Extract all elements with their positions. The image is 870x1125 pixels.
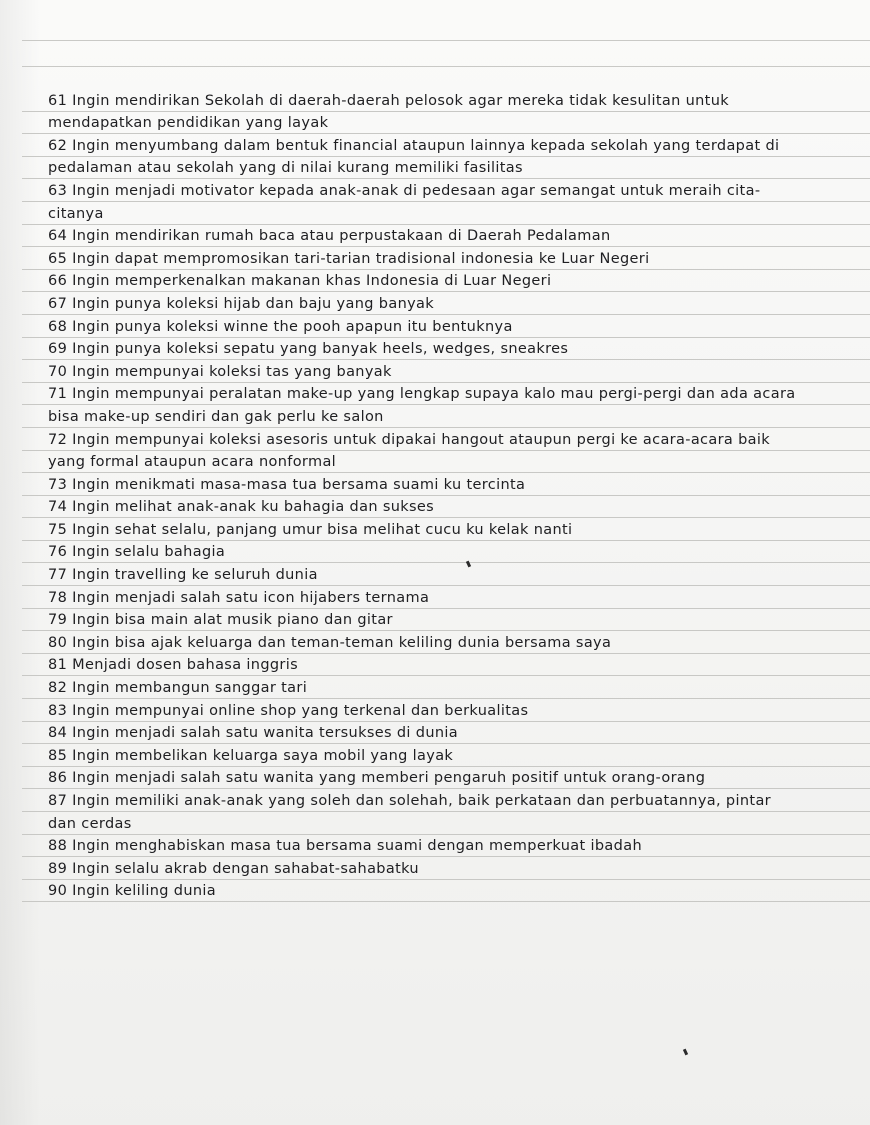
list-line bbox=[22, 383, 870, 406]
list-line bbox=[22, 767, 870, 790]
list-line-text: 73 Ingin menikmati masa-masa tua bersama suami ku tercinta bbox=[48, 476, 526, 493]
list-line bbox=[22, 473, 870, 496]
list-line-text: 69 Ingin punya koleksi sepatu yang banyak heels, wedges, sneakres bbox=[48, 341, 569, 358]
list-line bbox=[22, 112, 870, 135]
list-line bbox=[22, 654, 870, 677]
list-line-text: pedalaman atau sekolah yang di nilai kurang memiliki fasilitas bbox=[48, 160, 523, 177]
list-line-text: mendapatkan pendidikan yang layak bbox=[48, 115, 329, 132]
list-line bbox=[22, 315, 870, 338]
list-line bbox=[22, 179, 870, 202]
list-line-text: 63 Ingin menjadi motivator kepada anak-anak di pedesaan agar semangat untuk meraih cita- bbox=[48, 182, 761, 199]
list-line bbox=[22, 405, 870, 428]
list-line bbox=[22, 270, 870, 293]
list-line-text: dan cerdas bbox=[48, 815, 132, 832]
pen-stray-mark bbox=[683, 1049, 688, 1056]
list-line bbox=[22, 676, 870, 699]
list-line bbox=[22, 518, 870, 541]
list-line-text: 62 Ingin menyumbang dalam bentuk financial ataupun lainnya kepada sekolah yang terdapat di bbox=[48, 137, 780, 154]
list-line-text: 65 Ingin dapat mempromosikan tari-tarian tradisional indonesia ke Luar Negeri bbox=[48, 250, 650, 267]
list-line-text: 76 Ingin selalu bahagia bbox=[48, 544, 226, 561]
list-line bbox=[22, 202, 870, 225]
list-line-text: 87 Ingin memiliki anak-anak yang soleh dan solehah, baik perkataan dan perbuatannya, pintar bbox=[48, 793, 771, 809]
list-line-text: 90 Ingin keliling dunia bbox=[48, 883, 217, 900]
list-line-text: 61 Ingin mendirikan Sekolah di daerah-daerah pelosok agar mereka tidak kesulitan untuk bbox=[48, 92, 729, 109]
list-line bbox=[22, 541, 870, 564]
list-line-text: 72 Ingin mempunyai koleksi asesoris untuk dipakai hangout ataupun pergi ke acara-acara baik bbox=[48, 431, 771, 448]
list-line-text: 75 Ingin sehat selalu, panjang umur bisa melihat cucu ku kelak nanti bbox=[48, 521, 573, 538]
list-line bbox=[22, 744, 870, 767]
list-line-text: 80 Ingin bisa ajak keluarga dan teman-teman keliling dunia bersama saya bbox=[48, 634, 612, 651]
list-line-text: 85 Ingin membelikan keluarga saya mobil yang layak bbox=[48, 747, 454, 764]
list-line bbox=[22, 360, 870, 383]
list-line-text: 71 Ingin mempunyai peralatan make-up yang lengkap supaya kalo mau pergi-pergi dan ada acara bbox=[48, 386, 796, 403]
list-line-text: 88 Ingin menghabiskan masa tua bersama suami dengan memperkuat ibadah bbox=[48, 838, 642, 855]
list-line-text: 86 Ingin menjadi salah satu wanita yang memberi pengaruh positif untuk orang-orang bbox=[48, 770, 706, 787]
list-line bbox=[22, 428, 870, 451]
ruled-line-top-2 bbox=[22, 66, 870, 67]
list-line bbox=[22, 89, 870, 112]
list-line-text: 68 Ingin punya koleksi winne the pooh apapun itu bentuknya bbox=[48, 318, 513, 335]
list-line-text: 64 Ingin mendirikan rumah baca atau perpustakaan di Daerah Pedalaman bbox=[48, 228, 611, 245]
list-line-text: bisa make-up sendiri dan gak perlu ke salon bbox=[48, 408, 384, 425]
list-line bbox=[22, 699, 870, 722]
list-line bbox=[22, 880, 870, 903]
list-line-text: 81 Menjadi dosen bahasa inggris bbox=[48, 657, 299, 674]
list-line bbox=[22, 451, 870, 474]
list-line bbox=[22, 789, 870, 812]
list-line bbox=[22, 134, 870, 157]
list-line-text: 89 Ingin selalu akrab dengan sahabat-sahabatku bbox=[48, 860, 419, 877]
list-line bbox=[22, 609, 870, 632]
list-line bbox=[22, 157, 870, 180]
list-line bbox=[22, 586, 870, 609]
list-line-text: 78 Ingin menjadi salah satu icon hijabers ternama bbox=[48, 589, 430, 606]
list-line-text: citanya bbox=[48, 205, 104, 222]
list-line bbox=[22, 292, 870, 315]
list-line bbox=[22, 563, 870, 586]
list-line bbox=[22, 812, 870, 835]
list-line-text: 70 Ingin mempunyai koleksi tas yang banyak bbox=[48, 363, 392, 380]
list-line-text: 77 Ingin travelling ke seluruh dunia bbox=[48, 567, 318, 584]
list-line-text: 74 Ingin melihat anak-anak ku bahagia dan sukses bbox=[48, 499, 435, 516]
list-line-text: yang formal ataupun acara nonformal bbox=[48, 454, 337, 471]
list-line-text: 79 Ingin bisa main alat musik piano dan gitar bbox=[48, 612, 393, 629]
list-line bbox=[22, 225, 870, 248]
list-line bbox=[22, 631, 870, 654]
ruled-line-top-1 bbox=[22, 40, 870, 41]
list-line bbox=[22, 857, 870, 880]
list-line bbox=[22, 338, 870, 361]
list-line bbox=[22, 496, 870, 519]
list-line-text: 67 Ingin punya koleksi hijab dan baju yang banyak bbox=[48, 295, 435, 312]
list-line-text: 83 Ingin mempunyai online shop yang terkenal dan berkualitas bbox=[48, 702, 529, 719]
list-line bbox=[22, 247, 870, 270]
list-line-text: 84 Ingin menjadi salah satu wanita tersukses di dunia bbox=[48, 725, 459, 742]
list-line-text: 82 Ingin membangun sanggar tari bbox=[48, 680, 308, 697]
list-line bbox=[22, 835, 870, 858]
list-line bbox=[22, 722, 870, 745]
handwritten-list bbox=[22, 89, 870, 902]
list-line-text: 66 Ingin memperkenalkan makanan khas Indonesia di Luar Negeri bbox=[48, 273, 552, 290]
